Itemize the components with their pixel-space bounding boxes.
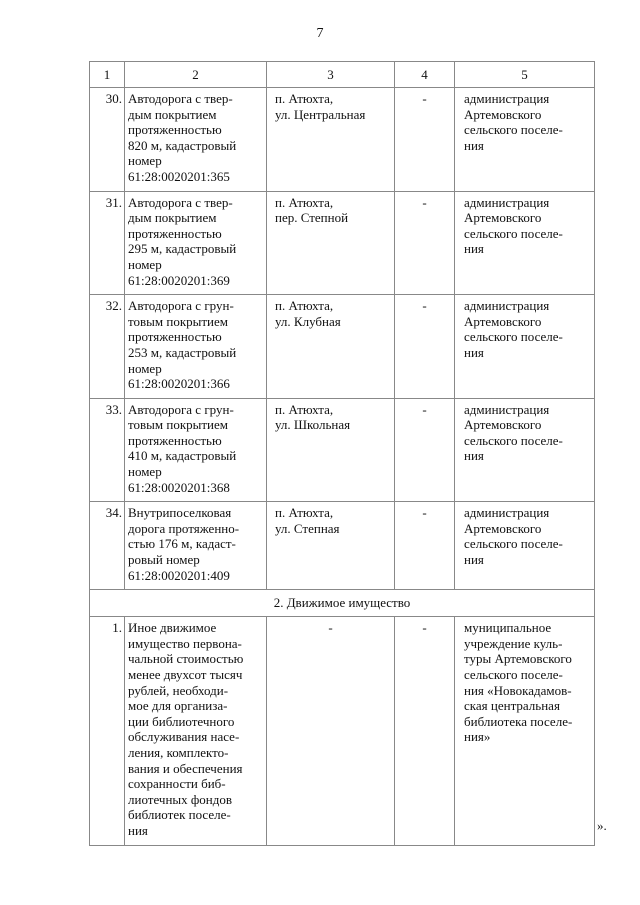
row-number: 33. [90,398,125,502]
header-col-3: 3 [267,62,395,88]
column-4-value: - [395,191,455,295]
row-number: 31. [90,191,125,295]
object-name: Автодорога с твер- дым покрытием протяженностью 820 м, кадастровый номер 61:28:0020201:365 [125,88,267,192]
header-col-2: 2 [125,62,267,88]
object-owner: администрация Артемовского сельского поселе- ния [455,191,595,295]
column-4-value: - [395,88,455,192]
row-number: 30. [90,88,125,192]
table-row [90,295,595,399]
column-4-value: - [395,398,455,502]
table-row [90,502,595,590]
table-row [90,191,595,295]
object-address: п. Атюхта, ул. Клубная [267,295,395,399]
column-4-value: - [395,295,455,399]
object-owner: администрация Артемовского сельского поселе- ния [455,88,595,192]
object-name: Автодорога с грун- товым покрытием протяженностью 410 м, кадастровый номер 61:28:0020201:368 [125,398,267,502]
object-owner: администрация Артемовского сельского поселе- ния [455,398,595,502]
object-address: п. Атюхта, ул. Степная [267,502,395,590]
object-address: п. Атюхта, ул. Школьная [267,398,395,502]
page-number: 7 [316,26,324,41]
property-table [89,61,595,846]
column-4-value: - [395,617,455,845]
closing-quote-mark: ». [597,818,607,833]
header-col-4: 4 [395,62,455,88]
object-owner: администрация Артемовского сельского поселе- ния [455,295,595,399]
object-name: Иное движимое имущество первона- чальной стоимостью менее двухсот тысяч рублей, необходи- мое для организа- ции библиотечного обслуживания насе- ления, комплекто- вания и обеспечения сохранности биб- лиотечных фондов библиотек поселе- ния [125,617,267,845]
object-name: Внутрипоселковая дорога протяженно- стью 176 м, кадаст- ровый номер 61:28:0020201:409 [125,502,267,590]
section-heading-row [90,590,595,617]
column-4-value: - [395,502,455,590]
object-owner: администрация Артемовского сельского поселе- ния [455,502,595,590]
object-address: п. Атюхта, ул. Центральная [267,88,395,192]
row-number: 1. [90,617,125,845]
header-col-1: 1 [90,62,125,88]
table-row [90,617,595,845]
row-number: 32. [90,295,125,399]
table-row [90,398,595,502]
object-address: - [267,617,395,845]
object-name: Автодорога с грун- товым покрытием протяженностью 253 м, кадастровый номер 61:28:0020201:366 [125,295,267,399]
header-col-5: 5 [455,62,595,88]
object-address: п. Атюхта, пер. Степной [267,191,395,295]
table-header-row [90,62,595,88]
object-name: Автодорога с твер- дым покрытием протяженностью 295 м, кадастровый номер 61:28:0020201:369 [125,191,267,295]
row-number: 34. [90,502,125,590]
table-row [90,88,595,192]
section-title: 2. Движимое имущество [90,590,595,617]
object-owner: муниципальное учреждение куль- туры Артемовского сельского поселе- ния «Новокадамов- ская центральная библиотека поселе- ния» [455,617,595,845]
